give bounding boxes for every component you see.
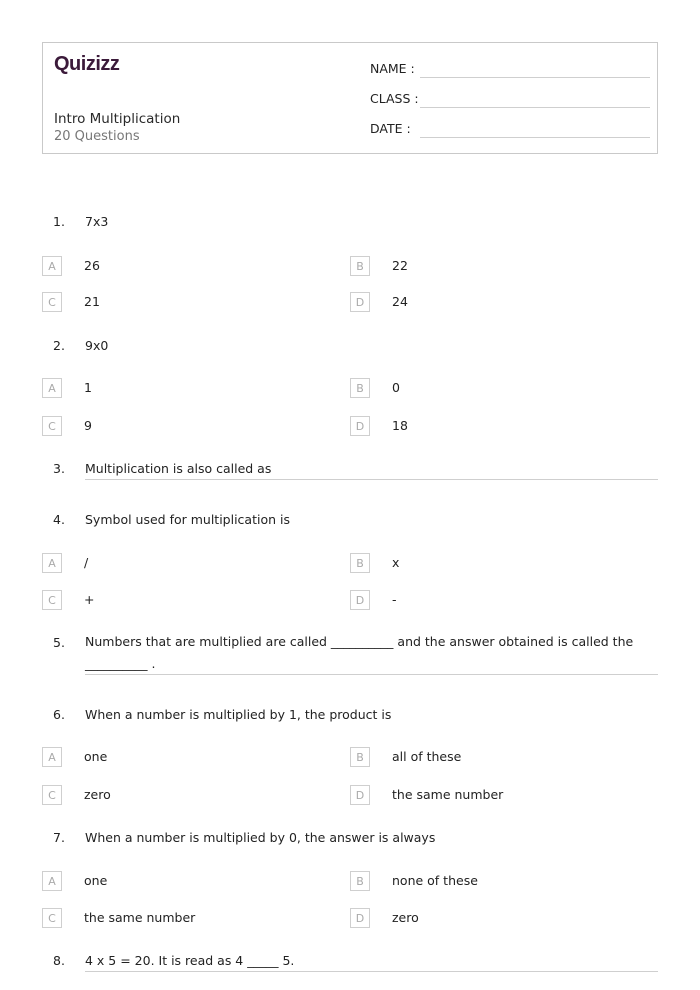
option-text: zero bbox=[84, 787, 111, 802]
worksheet-header bbox=[42, 42, 658, 154]
question-number: 3. bbox=[53, 461, 65, 476]
option-text: / bbox=[84, 555, 89, 570]
option-text: the same number bbox=[84, 910, 196, 925]
option-text: 24 bbox=[392, 294, 408, 309]
class-field[interactable] bbox=[370, 91, 650, 111]
option-letter-box: C bbox=[42, 292, 62, 312]
date-line bbox=[420, 137, 650, 138]
question-text: Multiplication is also called as bbox=[85, 461, 272, 476]
option-text: x bbox=[392, 555, 400, 570]
name-line bbox=[420, 77, 650, 78]
question-4 bbox=[0, 512, 700, 532]
worksheet-title: Intro Multiplication bbox=[54, 111, 181, 127]
option-text: + bbox=[84, 592, 95, 607]
question-number: 8. bbox=[53, 953, 65, 968]
question-8 bbox=[0, 953, 700, 973]
option-text: the same number bbox=[392, 787, 504, 802]
question-6 bbox=[0, 707, 700, 727]
date-label: DATE : bbox=[370, 121, 411, 136]
option-text: - bbox=[392, 592, 397, 607]
question-1 bbox=[0, 214, 700, 234]
question-text: When a number is multiplied by 1, the product is bbox=[85, 707, 392, 722]
option-letter-box: D bbox=[350, 590, 370, 610]
option-letter-box: A bbox=[42, 256, 62, 276]
date-field[interactable] bbox=[370, 121, 650, 141]
class-line bbox=[420, 107, 650, 108]
option-letter-box: B bbox=[350, 378, 370, 398]
answer-line[interactable] bbox=[85, 479, 658, 480]
answer-line[interactable] bbox=[85, 674, 658, 675]
option-text: 22 bbox=[392, 258, 408, 273]
question-5 bbox=[0, 635, 700, 675]
option-letter-box: A bbox=[42, 747, 62, 767]
question-number: 2. bbox=[53, 338, 65, 353]
quizizz-logo: Quizizz bbox=[54, 53, 120, 75]
name-label: NAME : bbox=[370, 61, 415, 76]
option-text: 18 bbox=[392, 418, 408, 433]
question-text: Numbers that are multiplied are called __________ and the answer obtained is called the __________ . bbox=[85, 634, 634, 671]
class-label: CLASS : bbox=[370, 91, 419, 106]
option-text: none of these bbox=[392, 873, 478, 888]
option-text: 9 bbox=[84, 418, 92, 433]
question-3 bbox=[0, 461, 700, 481]
answer-line[interactable] bbox=[85, 971, 658, 972]
question-number: 7. bbox=[53, 830, 65, 845]
option-letter-box: C bbox=[42, 416, 62, 436]
option-letter-box: C bbox=[42, 785, 62, 805]
option-letter-box: D bbox=[350, 292, 370, 312]
option-letter-box: A bbox=[42, 553, 62, 573]
question-text: When a number is multiplied by 0, the answer is always bbox=[85, 830, 436, 845]
option-letter-box: A bbox=[42, 378, 62, 398]
question-2 bbox=[0, 338, 700, 358]
option-letter-box: C bbox=[42, 590, 62, 610]
question-text: 7x3 bbox=[85, 214, 109, 229]
name-field[interactable] bbox=[370, 61, 650, 81]
option-text: 21 bbox=[84, 294, 100, 309]
option-text: all of these bbox=[392, 749, 462, 764]
question-7 bbox=[0, 830, 700, 850]
question-number: 5. bbox=[53, 635, 65, 650]
option-text: one bbox=[84, 873, 108, 888]
option-letter-box: D bbox=[350, 416, 370, 436]
question-number: 1. bbox=[53, 214, 65, 229]
option-letter-box: A bbox=[42, 871, 62, 891]
option-letter-box: B bbox=[350, 871, 370, 891]
option-text: zero bbox=[392, 910, 419, 925]
option-text: 1 bbox=[84, 380, 92, 395]
question-number: 4. bbox=[53, 512, 65, 527]
option-letter-box: D bbox=[350, 908, 370, 928]
option-letter-box: D bbox=[350, 785, 370, 805]
option-letter-box: B bbox=[350, 256, 370, 276]
option-text: one bbox=[84, 749, 108, 764]
question-text: Symbol used for multiplication is bbox=[85, 512, 290, 527]
question-count: 20 Questions bbox=[54, 129, 140, 144]
question-text: 9x0 bbox=[85, 338, 109, 353]
option-letter-box: B bbox=[350, 747, 370, 767]
option-text: 0 bbox=[392, 380, 400, 395]
question-number: 6. bbox=[53, 707, 65, 722]
option-letter-box: B bbox=[350, 553, 370, 573]
option-text: 26 bbox=[84, 258, 100, 273]
option-letter-box: C bbox=[42, 908, 62, 928]
question-text: 4 x 5 = 20. It is read as 4 _____ 5. bbox=[85, 953, 295, 968]
